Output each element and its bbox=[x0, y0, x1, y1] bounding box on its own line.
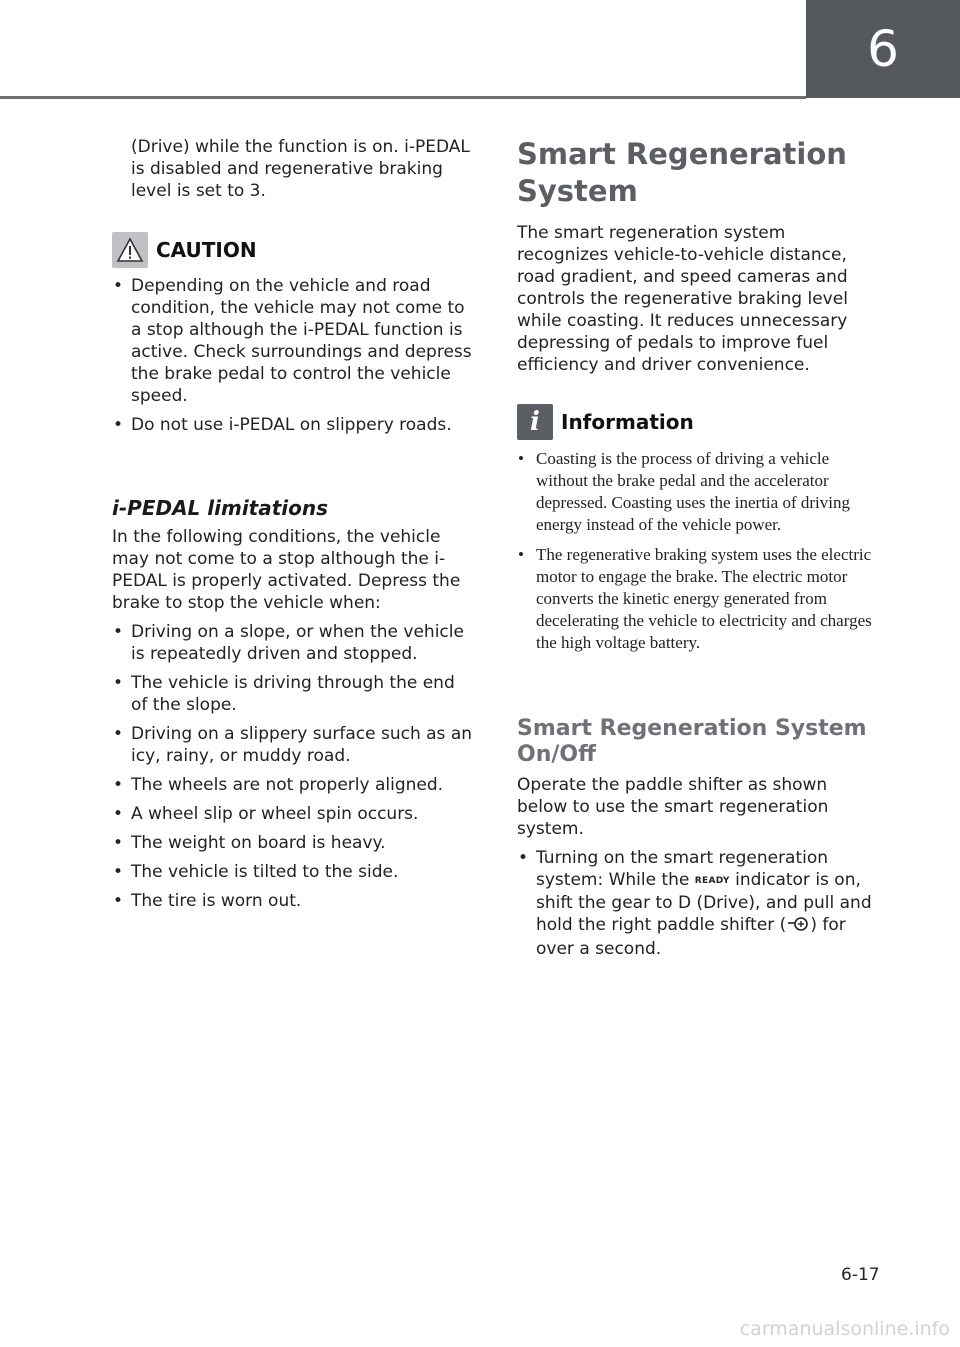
list-item: • The vehicle is driving through the end of the slope. bbox=[113, 673, 455, 715]
limitations-title: i-PEDAL limitations bbox=[112, 496, 329, 520]
list-item: • A wheel slip or wheel spin occurs. bbox=[113, 804, 419, 824]
caution-list bbox=[112, 275, 474, 436]
information-list bbox=[517, 448, 879, 654]
left-column bbox=[112, 136, 474, 912]
list-item: • Driving on a slippery surface such as an icy, rainy, or muddy road. bbox=[113, 724, 473, 766]
list-item: • Depending on the vehicle and road condition, the vehicle may not come to a stop although the i-PEDAL function is active. Check surroundings and depress the brake pedal to control the vehicle speed. bbox=[113, 276, 472, 406]
information-header bbox=[517, 404, 879, 440]
info-i-icon: i bbox=[517, 404, 553, 440]
list-item: • Driving on a slope, or when the vehicle is repeatedly driven and stopped. bbox=[113, 622, 464, 664]
list-item: • The weight on board is heavy. bbox=[113, 833, 386, 853]
onoff-list bbox=[517, 847, 879, 960]
section-intro: The smart regeneration system recognizes vehicle-to-vehicle distance, road gradient, and speed cameras and controls the regenerative braking level while coasting. It reduces unnecessary depressing of pedals to improve fuel efficiency and driver convenience. bbox=[517, 223, 848, 375]
page-number: 6-17 bbox=[841, 1265, 880, 1285]
list-item: • Turning on the smart regeneration system: While the READY indicator is on, shift the gear to D (Drive), and pull and hold the right paddle shifter ( ) for over a second. bbox=[518, 848, 872, 959]
continued-text: (Drive) while the function is on. i-PEDAL is disabled and regenerative braking level is set to 3. bbox=[131, 137, 470, 201]
watermark: carmanualsonline.info bbox=[739, 1318, 950, 1340]
caution-title: CAUTION bbox=[156, 238, 257, 262]
paddle-shifter-plus-icon bbox=[786, 914, 810, 938]
ready-indicator-icon: READY bbox=[694, 876, 730, 886]
header-rule bbox=[0, 96, 806, 99]
list-item: • The tire is worn out. bbox=[113, 891, 302, 911]
list-item: • The wheels are not properly aligned. bbox=[113, 775, 444, 795]
onoff-intro: Operate the paddle shifter as shown below to use the smart regeneration system. bbox=[517, 775, 829, 839]
chapter-tab: 6 bbox=[806, 0, 960, 98]
limitations-intro: In the following conditions, the vehicle may not come to a stop although the i-PEDAL is properly activated. Depress the brake to stop the vehicle when: bbox=[112, 527, 461, 613]
list-item: • The regenerative braking system uses the electric motor to engage the brake. The electric motor converts the kinetic energy generated from decelerating the vehicle to electricity and charges the high voltage battery. bbox=[518, 545, 872, 652]
list-item: • Do not use i-PEDAL on slippery roads. bbox=[113, 415, 452, 435]
warning-triangle-icon bbox=[112, 232, 148, 268]
caution-header bbox=[112, 232, 474, 268]
limitations-list bbox=[112, 621, 474, 912]
information-title: Information bbox=[561, 410, 694, 434]
list-item: • Coasting is the process of driving a vehicle without the brake pedal and the accelerator depressed. Coasting uses the inertia of driving energy instead of the vehicle power. bbox=[518, 449, 850, 534]
right-column bbox=[517, 136, 879, 960]
list-item: • The vehicle is tilted to the side. bbox=[113, 862, 399, 882]
section-title: Smart Regeneration System bbox=[517, 137, 847, 208]
onoff-title: Smart Regeneration System On/Off bbox=[517, 716, 867, 767]
